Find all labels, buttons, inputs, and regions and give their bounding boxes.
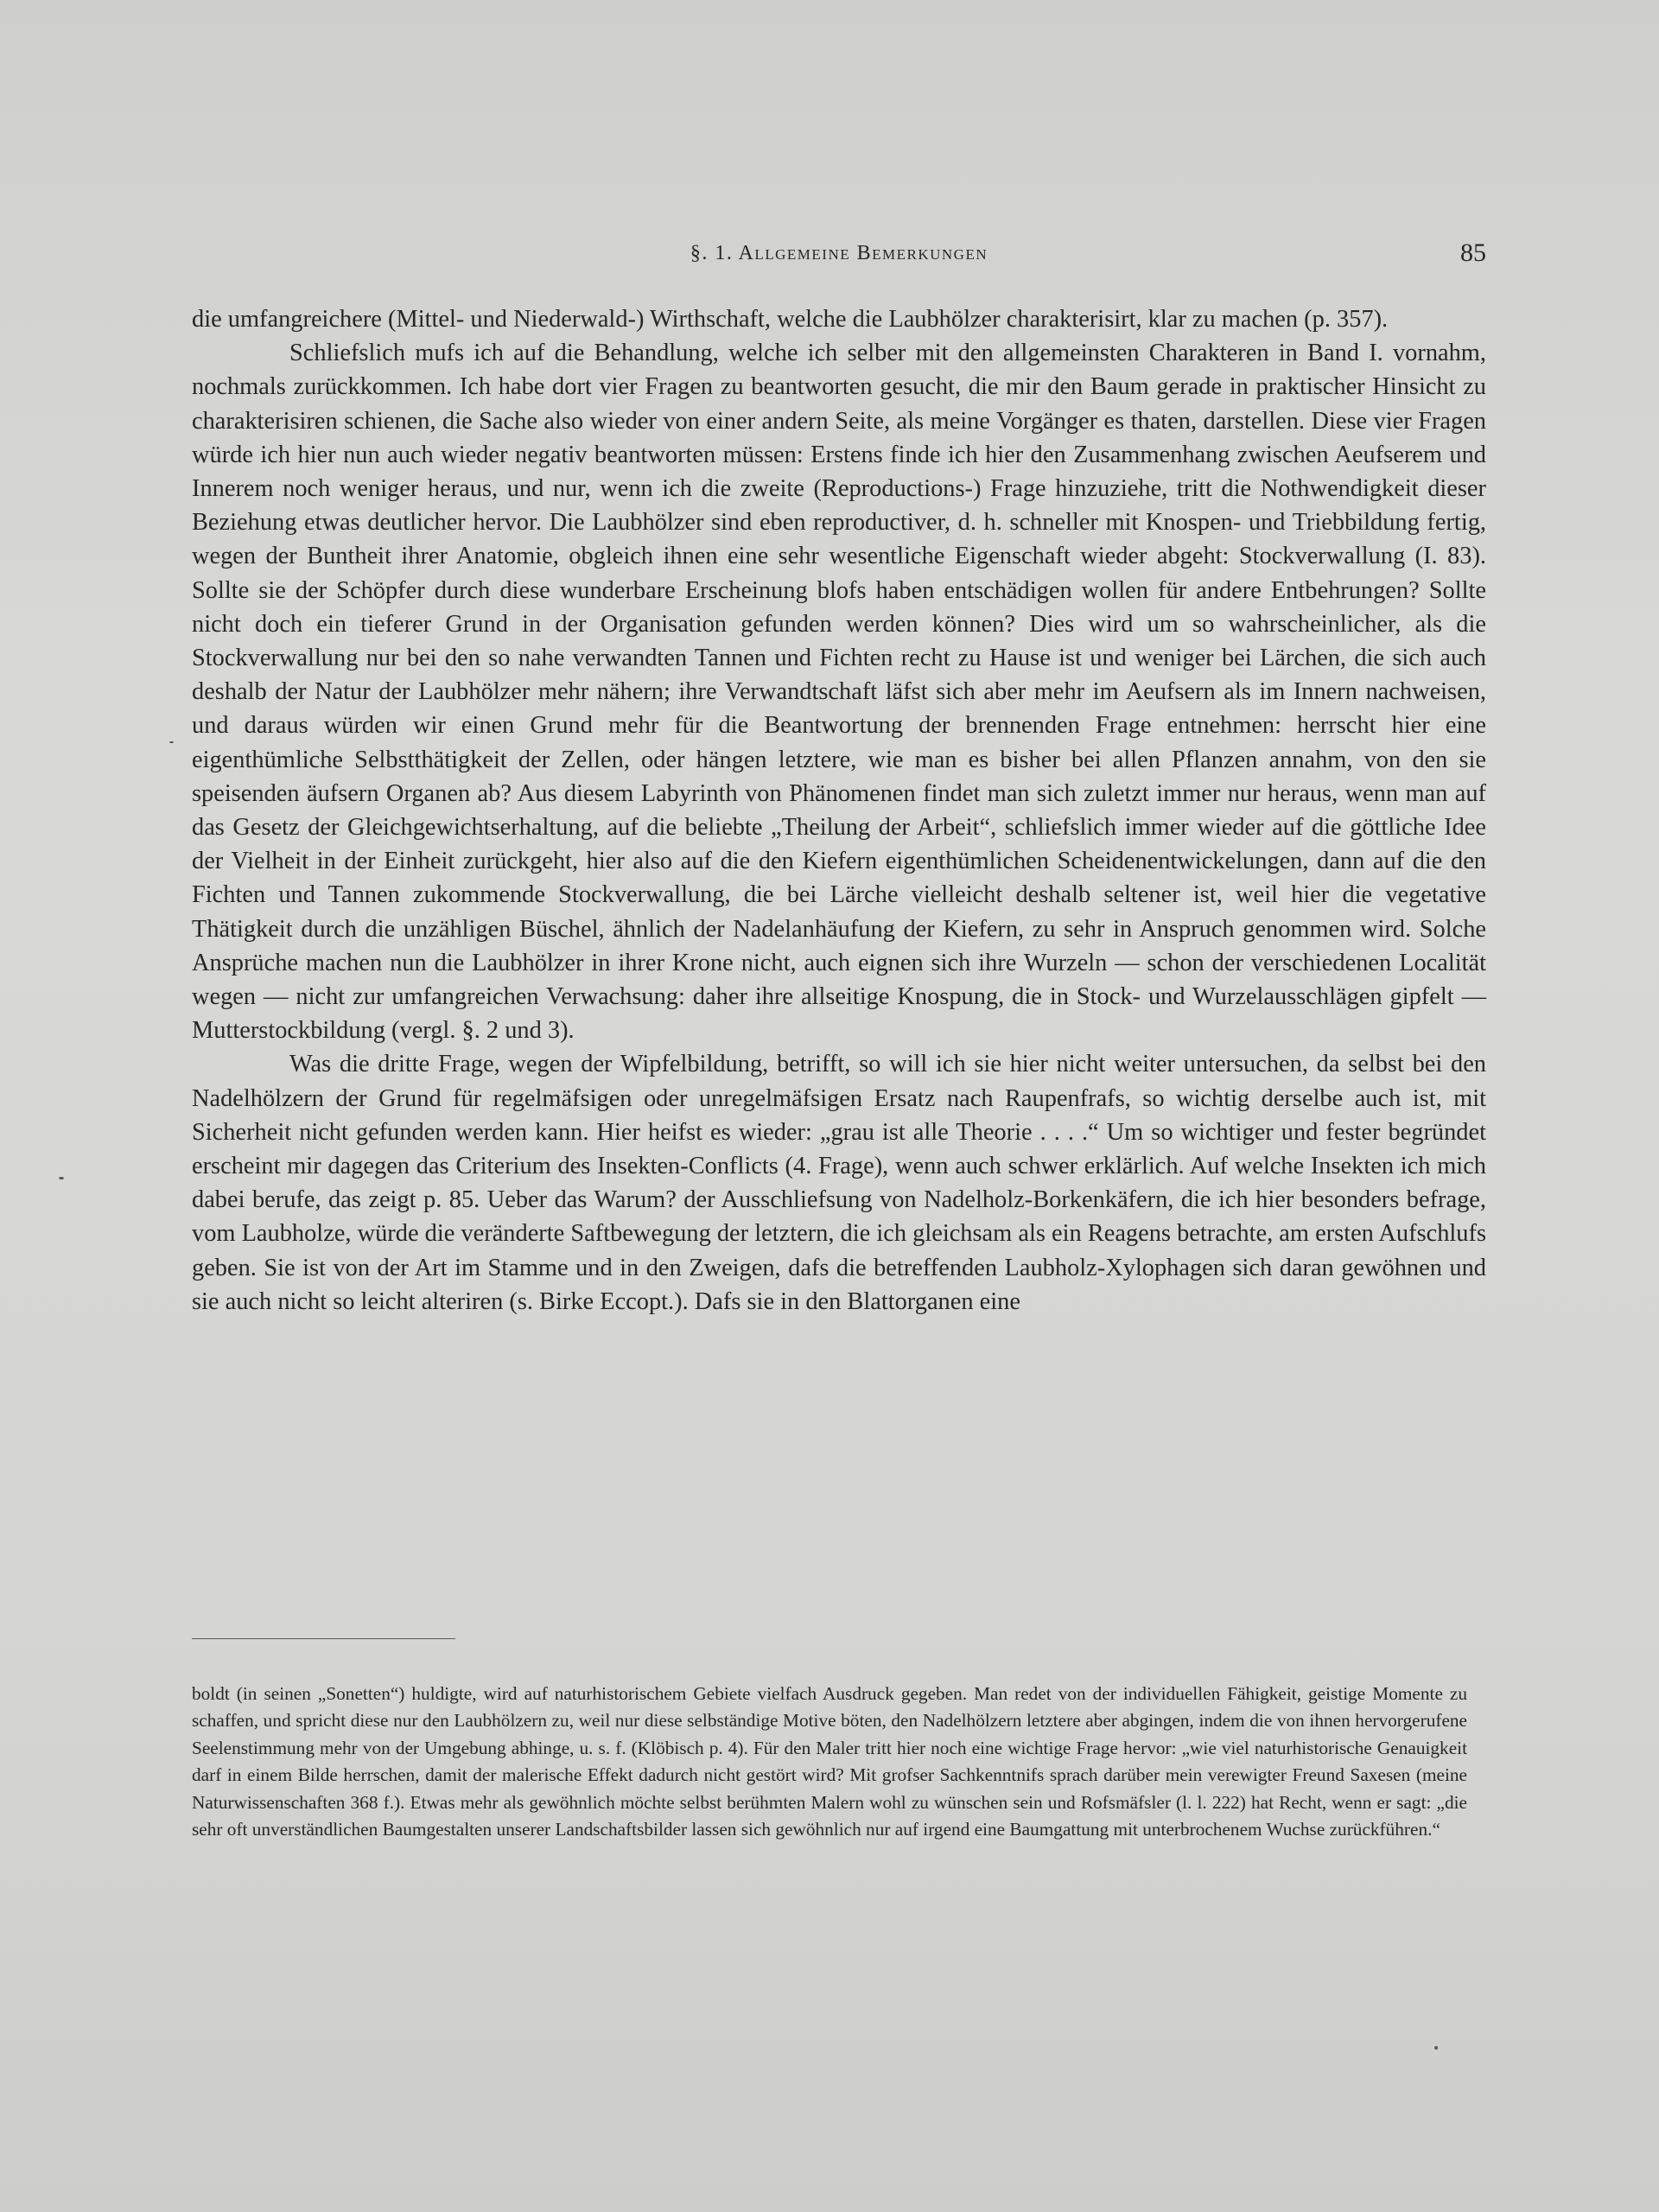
scan-speck xyxy=(59,1177,64,1179)
page-header xyxy=(192,238,1486,273)
running-head: §. 1. Allgemeine Bemerkungen xyxy=(690,242,988,264)
paragraph-2: Schliefslich mufs ich auf die Behandlung, welche ich selber mit den allgemeinsten Charakteren in Band I. vornahm, nochmals zurückkommen. Ich habe dort vier Fragen zu beantworten gesucht, die mir den Baum gerade in praktischer Hinsicht zu charakterisiren schienen, die Sache also wieder von einer andern Seite, als meine Vorgänger es thaten, darstellen. Diese vier Fragen würde ich hier nun auch wieder negativ beantworten müssen: Erstens finde ich hier den Zusammenhang zwischen Aeufserem und Innerem noch weniger heraus, und nur, wenn ich die zweite (Reproductions-) Frage hinzuziehe, tritt die Nothwendigkeit dieser Beziehung etwas deutlicher hervor. Die Laubhölzer sind eben reproductiver, d. h. schneller mit Knospen- und Triebbildung fertig, wegen der Buntheit ihrer Anatomie, obgleich ihnen eine sehr wesentliche Eigenschaft wieder abgeht: Stockverwallung (I. 83). Sollte sie der Schöpfer durch diese wunderbare Erscheinung blofs haben entschädigen wollen für andere Entbehrungen? Sollte nicht doch ein tieferer Grund in der Organisation gefunden werden können? Dies wird um so wahrscheinlicher, als die Stockverwallung nur bei den so nahe verwandten Tannen und Fichten recht zu Hause ist und weniger bei Lärchen, die sich auch deshalb der Natur der Laubhölzer mehr nähern; ihre Verwandtschaft läfst sich aber mehr im Aeufsern als im Innern nachweisen, und daraus würden wir einen Grund mehr für die Beantwortung der brennenden Frage entnehmen: herrscht hier eine eigenthümliche Selbstthätigkeit der Zellen, oder hängen letztere, wie man es bisher bei allen Pflanzen annahm, von den sie speisenden äufsern Organen ab? Aus diesem Labyrinth von Phänomenen findet man sich zuletzt immer nur heraus, wenn man auf das Gesetz der Gleichgewichtserhaltung, auf die beliebte „Theilung der Arbeit“, schliefslich immer wieder auf die göttliche Idee der Vielheit in der Einheit zurückgeht, hier also auf die den Kiefern eigenthümlichen Scheidenentwickelungen, dann auf die den Fichten und Tannen zukommende Stockverwallung, die bei Lärche vielleicht deshalb seltener ist, weil hier die vegetative Thätigkeit durch die unzähligen Büschel, ähnlich der Nadelanhäufung der Kiefern, zu sehr in Anspruch genommen wird. Solche Ansprüche machen nun die Laubhölzer in ihrer Krone nicht, auch eignen sich ihre Wurzeln — schon der verschiedenen Localität wegen — nicht zur umfangreichen Verwachsung: daher ihre allseitige Knospung, die in Stock- und Wurzelausschlägen gipfelt — Mutterstockbildung (vergl. §. 2 und 3). xyxy=(192,340,1486,1045)
scan-speck xyxy=(169,741,174,743)
paragraph-3: Was die dritte Frage, wegen der Wipfelbildung, betrifft, so will ich sie hier nicht weiter untersuchen, da selbst bei den Nadelhölzern der Grund für regelmäfsigen oder unregelmäfsigen Ersatz nach Raupenfrafs, so wichtig derselbe auch ist, mit Sicherheit nicht gefunden werden kann. Hier heifst es wieder: „grau ist alle Theorie . . . .“ Um so wichtiger und fester begründet erscheint mir dagegen das Criterium des Insekten-Conflicts (4. Frage), wenn auch schwer erklärlich. Auf welche Insekten ich mich dabei berufe, das zeigt p. 85. Ueber das Warum? der Ausschliefsung von Nadelholz-Borkenkäfern, die ich hier besonders befrage, vom Laubholze, würde die veränderte Saftbewegung der letztern, die ich gleichsam als ein Reagens betrachte, am ersten Aufschlufs geben. Sie ist von der Art im Stamme und in den Zweigen, dafs die betreffenden Laubholz-Xylophagen sich daran gewöhnen und sie auch nicht so leicht alteriren (s. Birke Eccopt.). Dafs sie in den Blattorganen eine xyxy=(192,1051,1486,1315)
paragraph-1: die umfangreichere (Mittel- und Niederwald-) Wirthschaft, welche die Laubhölzer charakterisirt, klar zu machen (p. 357). xyxy=(192,306,1389,333)
scan-speck xyxy=(1434,2046,1438,2050)
main-text xyxy=(192,302,1486,1319)
page-number: 85 xyxy=(1460,238,1486,267)
footnote-divider xyxy=(192,1638,455,1639)
footnote: boldt (in seinen „Sonetten“) huldigte, wird auf naturhistorischem Gebiete vielfach Ausdruck gegeben. Man redet von der individuellen Fähigkeit, geistige Momente zu schaffen, und spricht diese nur den Laubhölzern zu, weil nur diese selbständige Motive böten, den Nadelhölzern letztere aber abgingen, indem die von ihnen hervorgerufene Seelenstimmung mehr von der Umgebung abhinge, u. s. f. (Klöbisch p. 4). Für den Maler tritt hier noch eine wichtige Frage hervor: „wie viel naturhistorische Genauigkeit darf in einem Bilde herrschen, damit der malerische Effekt dadurch nicht gestört wird? Mit grofser Sachkenntnifs sprach darüber mein verewigter Freund Saxesen (meine Naturwissenschaften 368 f.). Etwas mehr als gewöhnlich möchte selbst berühmten Malern wohl zu wünschen sein und Rofsmäfsler (l. l. 222) hat Recht, wenn er sagt: „die sehr oft unverständlichen Baumgestalten unserer Landschaftsbilder lassen sich gewöhnlich nur auf irgend eine Baumgattung mit unterbrochenem Wuchse zurückführen.“ xyxy=(192,1683,1467,1840)
